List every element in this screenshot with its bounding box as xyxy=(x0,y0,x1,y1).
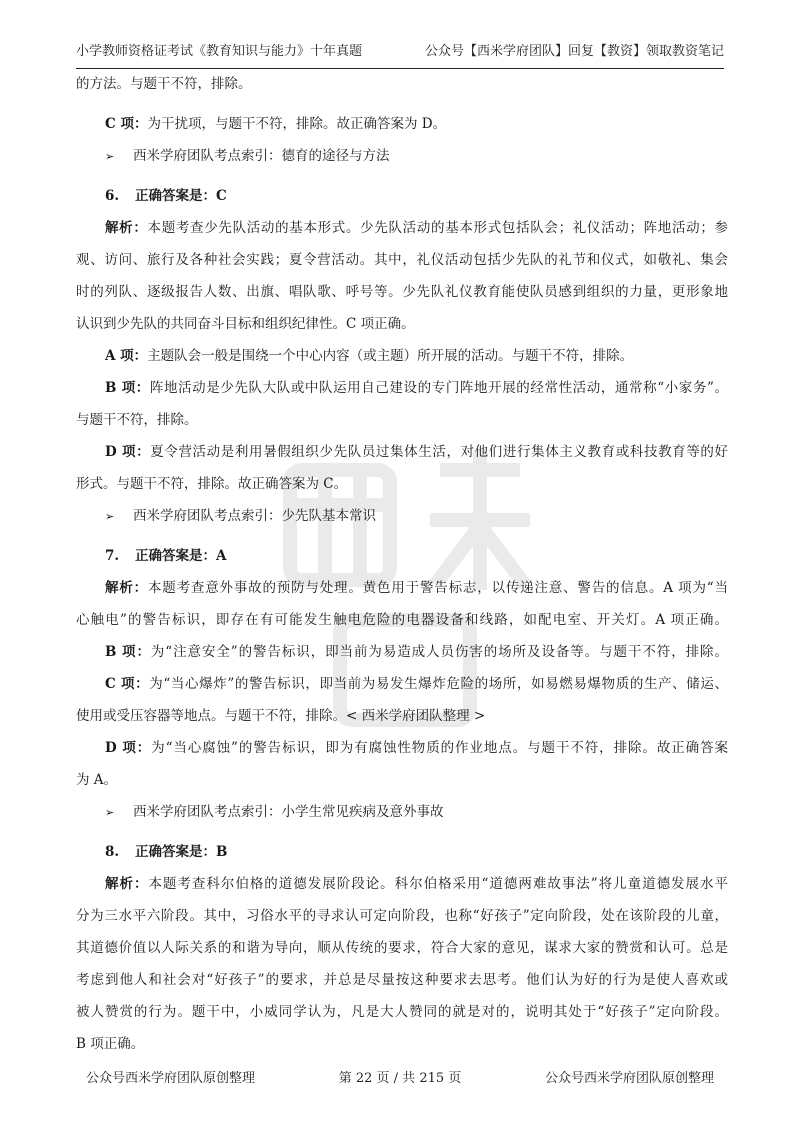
key-point-index: ➢ 西米学府团队考点索引：小学生常见疾病及意外事故 xyxy=(105,802,444,823)
page-number: 第 22 页 / 共 215 页 xyxy=(338,1071,462,1086)
analysis-line: 解析：本题考查少先队活动的基本形式。少先队活动的基本形式包括队会；礼仪活动；阵地活动；参 xyxy=(105,220,729,236)
analysis-line: 心触电”的警告标识，即存在有可能发生触电危险的电器设备和线路，如配电室、开关灯。A 项正确。 xyxy=(76,612,728,628)
option-b-line: B 项：阵地活动是少先队大队或中队运用自己建设的专门阵地开展的经常性活动，通常称“小家务”。 xyxy=(105,380,728,396)
option-d-line: 为 A。 xyxy=(76,772,118,788)
answer-heading-6: 6. 正确答案是：C xyxy=(105,188,227,204)
arrowhead-icon: ➢ xyxy=(105,806,115,819)
footer-right: 公众号西米学府团队原创整理 xyxy=(544,1071,714,1086)
text-line: 的方法。与题干不符，排除。 xyxy=(76,76,252,92)
analysis-line: 其道德价值以人际关系的和谐为导向，顺从传统的要求，符合大家的意见，谋求大家的赞赏和认可。总是 xyxy=(76,940,728,956)
option-c-line: 使用或受压容器等地点。与题干不符，排除。< 西米学府团队整理 > xyxy=(76,708,486,724)
key-point-index: ➢ 西米学府团队考点索引：少先队基本常识 xyxy=(105,506,376,527)
option-b-line: 与题干不符，排除。 xyxy=(76,412,198,428)
option-d-line: D 项：为“当心腐蚀”的警告标识，即为有腐蚀性物质的作业地点。与题干不符，排除。故正确答案 xyxy=(105,740,728,756)
analysis-line: 考虑到他人和社会对“好孩子”的要求，并总是尽量按这种要求去思考。他们认为好的行为是使人喜欢或 xyxy=(76,972,728,988)
option-c-line: C 项：为“当心爆炸”的警告标识，即当前为易发生爆炸危险的场所，如易燃易爆物质的生产、储运、 xyxy=(105,676,728,692)
footer-left: 公众号西米学府团队原创整理 xyxy=(86,1071,256,1086)
option-b-line: B 项：为“注意安全”的警告标识，即当前为易造成人员伤害的场所及设备等。与题干不符，排除。 xyxy=(105,644,728,660)
option-a-line: A 项：主题队会一般是围绕一个中心内容（或主题）所开展的活动。与题干不符，排除。 xyxy=(105,348,634,364)
analysis-line: 认识到少先队的共同奋斗目标和组织纪律性。C 项正确。 xyxy=(76,316,415,332)
answer-heading-7: 7. 正确答案是：A xyxy=(105,548,227,564)
option-c-line: C 项：为干扰项，与题干不符，排除。故正确答案为 D。 xyxy=(105,116,447,132)
arrowhead-icon: ➢ xyxy=(105,510,115,523)
page-footer xyxy=(76,1068,724,1090)
answer-heading-8: 8. 正确答案是：B xyxy=(105,844,228,860)
option-d-line: 形式。与题干不符，排除。故正确答案为 C。 xyxy=(76,476,348,492)
option-d-line: D 项：夏令营活动是利用暑假组织少先队员过集体生活，对他们进行集体主义教育或科技教育等的好 xyxy=(105,444,728,460)
header-title: 小学教师资格证考试《教育知识与能力》十年真题 xyxy=(76,44,363,59)
analysis-line: 被人赞赏的行为。题干中，小威同学认为，凡是大人赞同的就是对的，说明其处于“好孩子”定向阶段。 xyxy=(76,1004,728,1020)
analysis-line: 解析：本题考查科尔伯格的道德发展阶段论。科尔伯格采用“道德两难故事法”将儿童道德发展水平 xyxy=(105,876,728,892)
analysis-line: 时的列队、逐级报告人数、出旗、唱队歌、呼号等。少先队礼仪教育能使队员感到组织的力量，更形象地 xyxy=(76,284,728,300)
analysis-line: B 项正确。 xyxy=(76,1036,145,1052)
analysis-line: 解析：本题考查意外事故的预防与处理。黄色用于警告标志，以传递注意、警告的信息。A 项为“当 xyxy=(105,580,728,596)
header-promo: 公众号【西米学府团队】回复【教资】领取教资笔记 xyxy=(424,44,724,59)
key-point-index: ➢ 西米学府团队考点索引：德育的途径与方法 xyxy=(105,146,390,167)
page-header xyxy=(76,40,724,69)
analysis-line: 观、访问、旅行及各种社会实践；夏令营活动。其中，礼仪活动包括少先队的礼节和仪式，如敬礼、集会 xyxy=(76,252,728,268)
arrowhead-icon: ➢ xyxy=(105,150,115,163)
analysis-line: 分为三水平六阶段。其中，习俗水平的寻求认可定向阶段，也称“好孩子”定向阶段，处在该阶段的儿童， xyxy=(76,908,728,924)
